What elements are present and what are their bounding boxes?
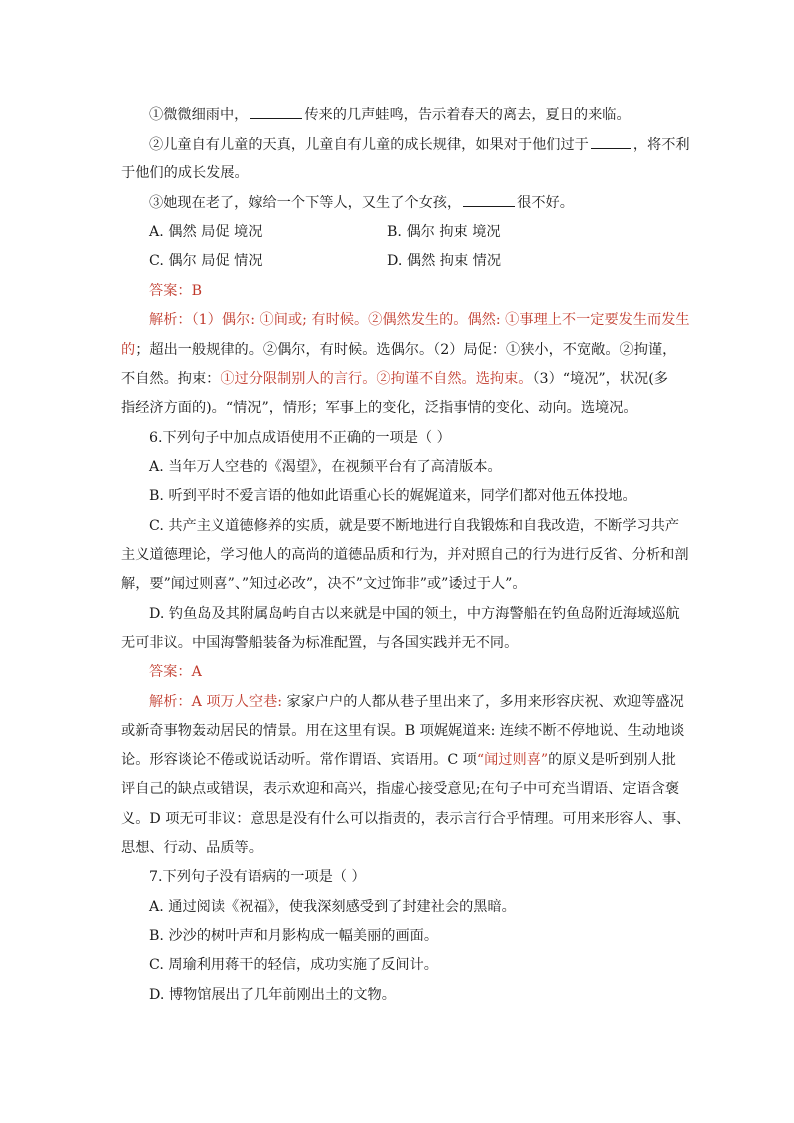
exp-text: ①过分限制别人的言行。②拘谨不自然。选拘束。 <box>220 371 533 387</box>
q6-explanation-line-2: 或新奇事物轰动居民的情景。用在这里有误。B 项娓娓道来: 连续不断不停地说、生动地谈 <box>121 723 685 739</box>
q5-option-b: B. 偶尔 拘束 境况 <box>387 224 501 240</box>
q5-option-c: C. 偶尔 局促 情况 <box>149 253 263 269</box>
q6-option-d-line-1: D. 钓鱼岛及其附属岛屿自古以来就是中国的领土，中方海警船在钓鱼岛附近海域巡航 <box>149 606 680 622</box>
q6-explanation-line-5: 义。D 项无可非议：意思是没有什么可以指责的，表示言行合乎情理。可用来形容人、事、 <box>121 811 691 827</box>
q6-option-c-line-3: 解，要”闻过则喜”、”知过必改”，决不”文过饰非”或”诿过于人”。 <box>121 576 527 592</box>
q5-s1-text: ①微微细雨中， <box>149 107 249 123</box>
q6-option-b: B. 听到平时不爱言语的他如此语重心长的娓娓道来，同学们都对他五体投地。 <box>149 488 637 504</box>
exp-text: 不自然。拘束： <box>121 371 221 387</box>
fill-blank <box>250 104 302 119</box>
q6-stem: 6.下列句子中加点成语使用不正确的一项是（ ） <box>149 430 451 446</box>
q5-s3-text-end: 很不好。 <box>517 195 574 211</box>
q5-s2-text: ②儿童自有儿童的天真，儿童自有儿童的成长规律，如果对于他们过于 <box>149 137 589 153</box>
q7-option-c: C. 周瑜利用蒋干的轻信，成功实施了反间计。 <box>149 957 438 973</box>
exp-text: 论。形容谈论不倦或说话动听。常作谓语、宾语用。C 项 <box>121 752 477 768</box>
fill-blank <box>591 134 631 149</box>
q6-answer: 答案：A <box>149 664 202 680</box>
q7-option-a: A. 通过阅读《祝福》，使我深刻感受到了封建社会的黑暗。 <box>149 899 516 915</box>
q6-explanation-line-3 <box>121 750 676 770</box>
q6-explanation-line-6: 思想、行动、品质等。 <box>121 840 263 856</box>
q5-option-d: D. 偶然 拘束 情况 <box>387 253 502 269</box>
q5-s3-text: ③她现在老了，嫁给一个下等人，又生了个女孩， <box>149 195 462 211</box>
exp-text: “闻过则喜” <box>476 752 549 768</box>
exp-text: ①间或 <box>259 312 303 328</box>
exp-text: ; 有时候。②偶然发生的。偶然: <box>302 312 506 328</box>
q6-option-a: A. 当年万人空巷的《渴望》，在视频平台有了高清版本。 <box>149 459 502 475</box>
q5-explanation-line-3 <box>121 369 668 389</box>
exp-text: 解析：A 项万人空巷: <box>149 694 287 710</box>
q5-sentence-2 <box>149 134 690 155</box>
q5-explanation-line-2 <box>121 340 676 360</box>
q5-explanation-line-4: 指经济方面的)。“情况”，情形；军事上的变化，泛指事情的变化、动向。选境况。 <box>121 400 638 416</box>
q6-option-d-line-2: 无可非议。中国海警船装备为标准配置，与各国实践并无不同。 <box>121 635 519 651</box>
q5-s2-text-end: ，将不利 <box>632 137 690 153</box>
exp-text: ；超出一般规律的。②偶尔，有时候。选偶尔。（2）局促：①狭小，不宽敞。②拘谨， <box>135 342 677 358</box>
exp-text: 解析：（1）偶尔: <box>149 312 260 328</box>
q5-sentence-3 <box>149 192 574 213</box>
exp-text: 的原义是听到别人批 <box>548 752 676 768</box>
q7-option-b: B. 沙沙的树叶声和月影构成一幅美丽的画面。 <box>149 928 439 944</box>
q5-answer: 答案：B <box>149 283 202 299</box>
q5-explanation-line-1 <box>149 310 690 330</box>
q5-option-a: A. 偶然 局促 境况 <box>149 224 263 240</box>
q5-sentence-2-cont: 于他们的成长发展。 <box>121 165 249 181</box>
q6-explanation-line-1 <box>149 692 684 712</box>
q6-explanation-line-4: 评自己的缺点或错误，表示欢迎和高兴，指虚心接受意见;在句子中可充当谓语、定语含褒 <box>121 781 680 797</box>
q6-option-c-line-1: C. 共产主义道德修养的实质，就是要不断地进行自我锻炼和自我改造，不断学习共产 <box>149 518 680 534</box>
exp-text: ①事理上不一定要发生而发生 <box>505 312 690 328</box>
exp-text: 家家户户的人都从巷子里出来了，多用来形容庆祝、欢迎等盛况 <box>286 694 684 710</box>
q7-option-d: D. 博物馆展出了几年前刚出土的文物。 <box>149 987 396 1003</box>
q5-sentence-1 <box>149 104 631 125</box>
exp-text: 的 <box>121 342 136 358</box>
q5-s1-text-end: 传来的几声蛙鸣，告示着春天的离去，夏日的来临。 <box>304 107 631 123</box>
fill-blank <box>463 192 515 207</box>
exp-text: （3）“境况”，状况(多 <box>532 371 668 387</box>
q7-stem: 7.下列句子没有语病的一项是（ ） <box>149 869 366 885</box>
q6-option-c-line-2: 主义道德理论，学习他人的高尚的道德品质和行为，并对照自己的行为进行反省、分析和剖 <box>121 547 689 563</box>
